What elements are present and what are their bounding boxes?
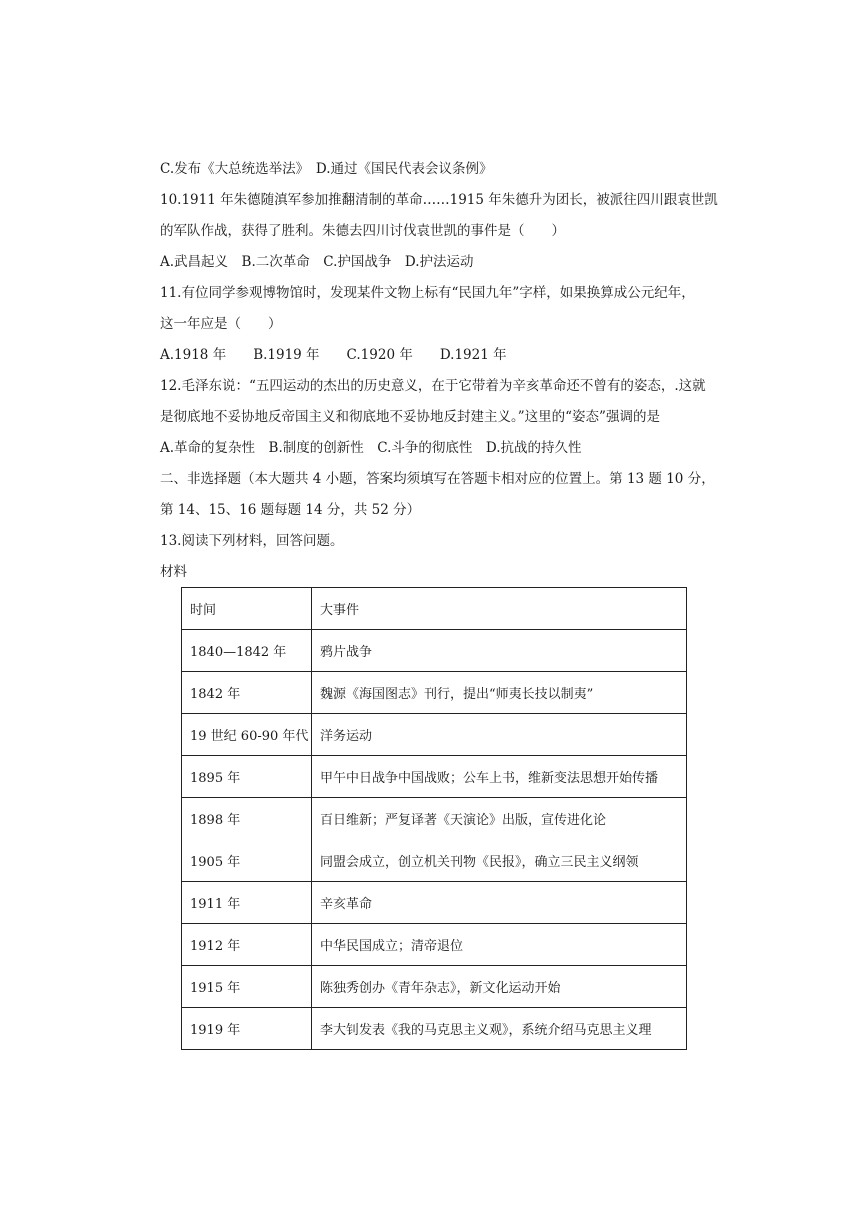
- table-row: [182, 756, 687, 798]
- table-row: [182, 924, 687, 966]
- table-cell-event: 魏源《海国图志》刊行，提出“师夷长技以制夷”: [312, 672, 687, 714]
- history-events-table: [181, 587, 687, 1050]
- table-cell-event: 洋务运动: [312, 714, 687, 756]
- table-cell-event: 中华民国成立；清帝退位: [312, 924, 687, 966]
- material-label: 材料: [160, 564, 187, 580]
- table-cell-event: 甲午中日战争中国战败；公车上书，维新变法思想开始传播: [312, 756, 687, 798]
- table-cell-time: 1915 年: [182, 966, 312, 1008]
- table-cell-time: 1898 年: [190, 813, 241, 829]
- table-cell-time: 1912 年: [182, 924, 312, 966]
- section-two-heading-line1: 二、非选择题（本大题共 4 小题，答案均须填写在答题卡相对应的位置上。第 13 题 10 分，: [160, 471, 715, 487]
- table-row: [182, 630, 687, 672]
- q9-options-cd: C.发布《大总统选举法》 D.通过《国民代表会议条例》: [160, 161, 493, 177]
- q11-stem-line1: 11.有位同学参观博物馆时，发现某件文物上标有“民国九年”字样，如果换算成公元纪年，: [160, 285, 695, 301]
- section-two-heading-line2: 第 14、15、16 题每题 14 分，共 52 分）: [160, 502, 421, 518]
- table-cell-time-merged: [182, 798, 312, 882]
- q10-stem-line2: 的军队作战，获得了胜利。朱德去四川讨伐袁世凯的事件是（ ）: [160, 223, 565, 239]
- q11-stem-line2: 这一年应是（ ）: [160, 316, 282, 332]
- table-cell-event: 李大钊发表《我的马克思主义观》，系统介绍马克思主义理: [312, 1008, 687, 1050]
- q11-options: A.1918 年 B.1919 年 C.1920 年 D.1921 年: [160, 347, 507, 363]
- table-row: [182, 714, 687, 756]
- table-row: [182, 882, 687, 924]
- table-cell-time: 1842 年: [182, 672, 312, 714]
- table-row: [182, 966, 687, 1008]
- table-row: [182, 1008, 687, 1050]
- q10-stem-line1: 10.1911 年朱德随滇军参加推翻清制的革命……1915 年朱德升为团长，被派往四川跟袁世凯: [160, 192, 718, 208]
- table-cell-event: 百日维新；严复译著《天演论》出版，宣传进化论: [320, 813, 607, 829]
- table-cell-event-merged: [312, 798, 687, 882]
- q12-stem-line2: 是彻底地不妥协地反帝国主义和彻底地不妥协地反封建主义。”这里的“姿态”强调的是: [160, 409, 660, 425]
- table-header-time: 时间: [182, 588, 312, 630]
- table-cell-time: 1911 年: [182, 882, 312, 924]
- q12-stem-line1: 12.毛泽东说：“五四运动的杰出的历史意义，在于它带着为辛亥革命还不曾有的姿态，.这就: [160, 378, 706, 394]
- table-cell-time: 1905 年: [190, 854, 241, 870]
- table-header-event: 大事件: [312, 588, 687, 630]
- table-cell-event: 陈独秀创办《青年杂志》，新文化运动开始: [312, 966, 687, 1008]
- table-cell-event: 鸦片战争: [312, 630, 687, 672]
- table-cell-event: 同盟会成立，创立机关刊物《民报》，确立三民主义纲领: [320, 854, 639, 870]
- table-cell-event: 辛亥革命: [312, 882, 687, 924]
- table-cell-time: 19 世纪 60-90 年代: [182, 714, 312, 756]
- table-row: [182, 798, 687, 882]
- table-cell-time: 1919 年: [182, 1008, 312, 1050]
- table-header-row: [182, 588, 687, 630]
- q12-options: A.革命的复杂性 B.制度的创新性 C.斗争的彻底性 D.抗战的持久性: [160, 440, 582, 456]
- q13-stem: 13.阅读下列材料，回答问题。: [160, 533, 344, 549]
- table-cell-time: 1840—1842 年: [182, 630, 312, 672]
- q10-options: A.武昌起义 B.二次革命 C.护国战争 D.护法运动: [160, 254, 474, 270]
- table-row: [182, 672, 687, 714]
- table-cell-time: 1895 年: [182, 756, 312, 798]
